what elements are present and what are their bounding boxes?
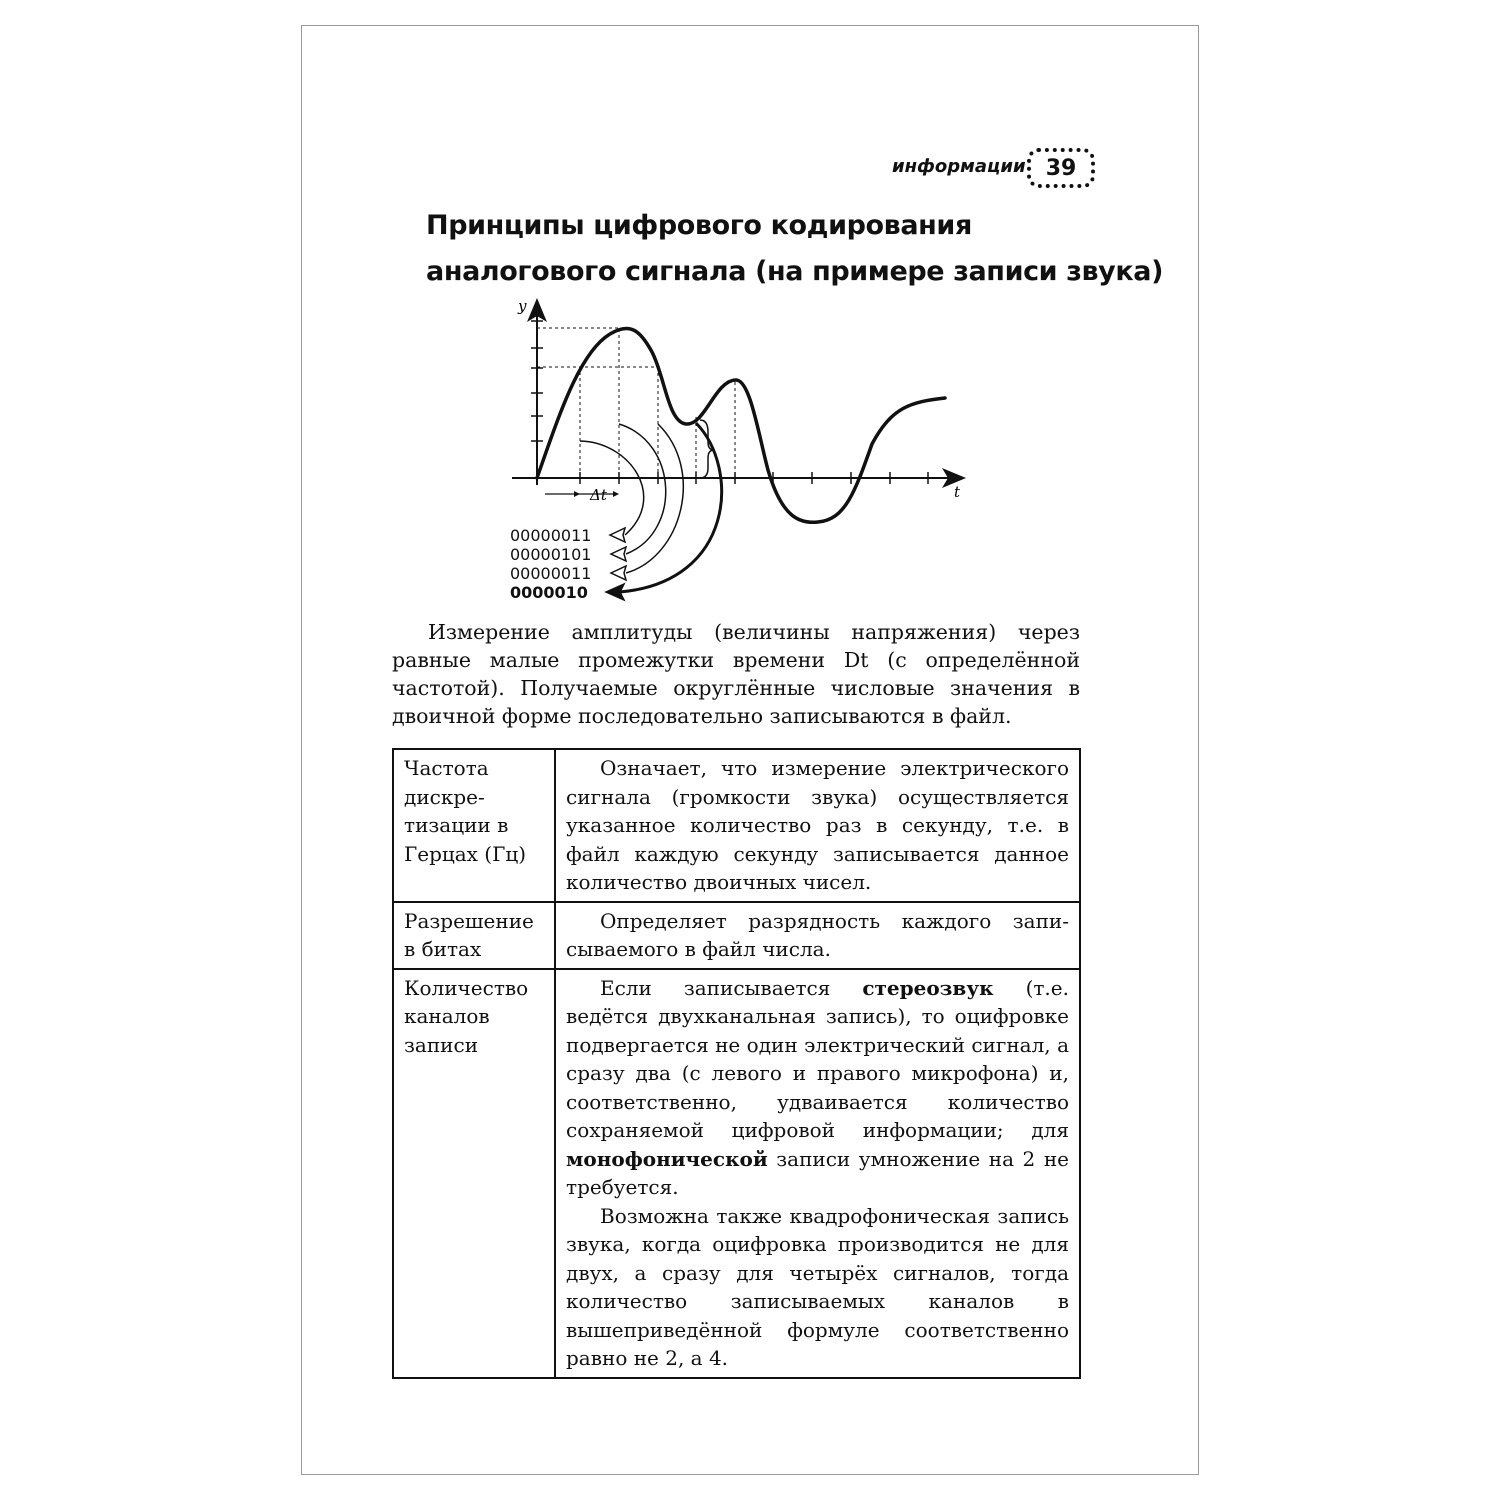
- delta-t-dimension: [545, 486, 619, 504]
- page-title: [426, 203, 1163, 295]
- title-line-2: аналогового сигнала (на примере записи звука): [426, 256, 1164, 287]
- table-term-cell: Разрешение в битах: [393, 902, 555, 969]
- sample-guides: [537, 328, 735, 478]
- delta-t-label: Δt: [590, 486, 607, 504]
- desc-text-part: записи умножение на 2 не требуется.: [566, 1146, 1069, 1199]
- desc-text: [566, 974, 1069, 1202]
- desc-text-part: Если записывается: [600, 975, 863, 1000]
- y-axis-label: y: [518, 297, 527, 315]
- table-desc-cell: [555, 969, 1080, 1378]
- sample-code-2: 00000101: [510, 545, 592, 564]
- signal-diagram: [500, 292, 980, 612]
- audio-params-table: [392, 748, 1081, 1379]
- sampling-arcs: [580, 423, 722, 592]
- signal-sampling-figure: [500, 292, 980, 612]
- desc-text-part: (т.е. ведётся двухканальная запись), то оцифровке подвергается не один электрический сигнал, а сразу два (с левого и правого микрофона) и, соответственно, удваивается количество сохраняемой цифровой информации; для: [566, 975, 1069, 1142]
- table-desc-cell: [555, 749, 1080, 902]
- table-row: [393, 969, 1080, 1378]
- desc-text: Определяет разрядность каждого запи-сываемого в файл числа.: [566, 908, 1069, 961]
- desc-bold-term: стереозвук: [862, 975, 994, 1000]
- table-term-cell: Количество каналов записи: [393, 969, 555, 1378]
- page-number: 39: [1027, 148, 1095, 188]
- intro-paragraph: Измерение амплитуды (величины напряжения) через равные малые промежутки времени Dt (с определённой частотой). Получаемые округлённые числовые значения в двоичной форме последовательно записываются в файл.: [392, 620, 1080, 728]
- table-desc-cell: [555, 902, 1080, 969]
- title-line-1: Принципы цифрового кодирования: [426, 210, 972, 241]
- arrow-heads: [606, 528, 626, 600]
- table-row: [393, 902, 1080, 969]
- table-term-cell: Частота дискре-тизации в Герцах (Гц): [393, 749, 555, 902]
- x-axis-label: t: [954, 483, 961, 501]
- desc-text: Означает, что измерение электрического сигнала (громкости звука) осуществляется указанное количество раз в секунду, т.е. в файл каждую секунду записывается данное количество двоичных чисел.: [566, 756, 1069, 894]
- sample-code-3: 00000011: [510, 564, 592, 583]
- table-row: [393, 749, 1080, 902]
- sample-code-4: 0000010: [510, 583, 588, 602]
- desc-bold-term: монофонической: [566, 1146, 768, 1171]
- desc-text: Возможна также квадрофоническая запись звука, когда оцифровка производится не для двух, а сразу для четырёх сигналов, тогда количество записываемых каналов в вышеприведённой формуле соответственно равно не 2, а 4.: [566, 1203, 1069, 1370]
- running-head: информации: [892, 156, 1026, 177]
- sample-code-1: 00000011: [510, 526, 592, 545]
